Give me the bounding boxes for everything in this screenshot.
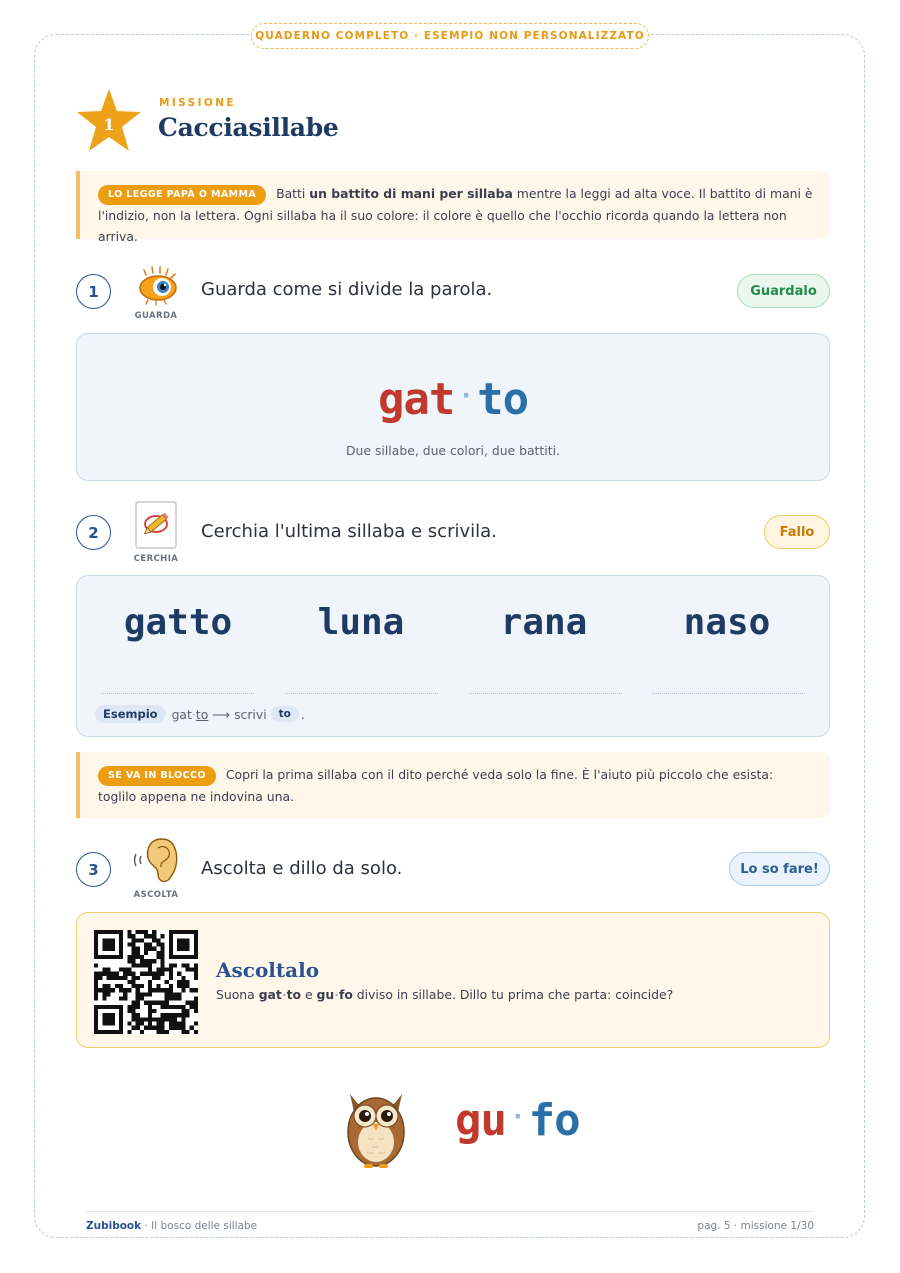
owl-icon [340,1082,412,1172]
exercise-word: naso [683,602,771,643]
step-3-number: 3 [76,852,111,887]
example-verb: scrivi [234,706,267,722]
syllable-word [77,374,829,425]
step-1-instruction: Guarda come si divide la parola. [201,279,493,300]
listen-title: Ascoltalo [216,958,320,982]
listen-card [76,912,830,1048]
parent-note-tag: LO LEGGE PAPÀ O MAMMA [98,185,266,205]
answer-line[interactable] [469,693,622,694]
parent-note [76,171,830,244]
pencil-circle-icon [135,501,183,549]
workbook-badge: QUADERNO COMPLETO · ESEMPIO NON PERSONALIZZATO [251,23,649,49]
star-icon [76,88,142,152]
step-2-instruction: Cerchia l'ultima sillaba e scrivila. [201,521,497,542]
i-can-do-it-button[interactable]: Lo so fare! [729,852,830,886]
mission-kicker: MISSIONE [159,97,237,109]
step-1-icon-label: GUARDA [134,311,178,321]
footer-left [86,1220,257,1232]
syllable-demo-panel [76,333,830,481]
answer-line[interactable] [101,693,254,694]
page-number: pag. 5 · missione 1/30 [697,1220,814,1232]
example-word-last: to [195,706,209,722]
qr-code-icon[interactable] [94,930,198,1034]
eye-icon [132,264,180,312]
exercise-panel [76,575,830,737]
step-2-icon-label: CERCHIA [133,554,179,564]
syllable-caption: Due sillabe, due colori, due battiti. [346,443,560,458]
ear-icon [132,836,180,884]
syllable-1: gat [377,374,455,425]
example-word-first: gat [171,706,192,722]
step-3-icon-label: ASCOLTA [133,890,179,900]
syllable-separator: · [458,381,474,411]
example-separator: · [191,706,196,722]
answer-line[interactable] [285,693,438,694]
do-it-button[interactable]: Fallo [764,515,830,549]
exercise-word: luna [317,602,405,643]
listen-text: Suona gat·to e gu·fo diviso in sillabe. Dillo tu prima che parta: coincide? [216,987,674,1002]
help-note-text: Copri la prima sillaba con il dito perché veda solo la fine. È l'aiuto più piccolo che esista: toglilo appena ne indovina una. [98,767,774,804]
help-note [76,752,830,818]
parent-note-text-rest: mentre la leggi ad alta voce. Il battito di mani è l'indizio, non la lettera. Ogni sillaba ha il suo colore: il colore è quello che l'occhio ricorda quando la lettera non arriva. [98,186,813,244]
answer-line[interactable] [652,693,805,694]
mission-number: 1 [103,115,115,134]
step-1-number: 1 [76,274,111,309]
help-note-tag: SE VA IN BLOCCO [98,766,216,786]
look-button[interactable]: Guardalo [737,274,830,308]
mascot-syllable-2: fo [528,1095,580,1146]
parent-note-text: Batti [276,186,310,201]
step-3-instruction: Ascolta e dillo da solo. [201,858,403,879]
footer-subtitle: · Il bosco delle sillabe [141,1220,258,1232]
step-2-number: 2 [76,515,111,550]
exercise-word: gatto [123,602,233,643]
footer-brand: Zubibook [86,1220,142,1232]
mission-title: Cacciasillabe [158,113,339,142]
mascot-separator: · [509,1102,525,1132]
arrow-icon: ⟶ [212,706,231,722]
example-answer: to [271,706,299,722]
example-end: . [300,706,305,722]
mascot-syllable-1: gu [455,1095,506,1146]
syllable-2: to [477,374,529,425]
parent-note-bold: un battito di mani per sillaba [309,186,513,201]
exercise-word: rana [500,602,588,643]
example-row [95,705,305,723]
mascot-word [455,1095,580,1146]
example-tag: Esempio [95,705,166,723]
footer-divider [86,1211,813,1212]
